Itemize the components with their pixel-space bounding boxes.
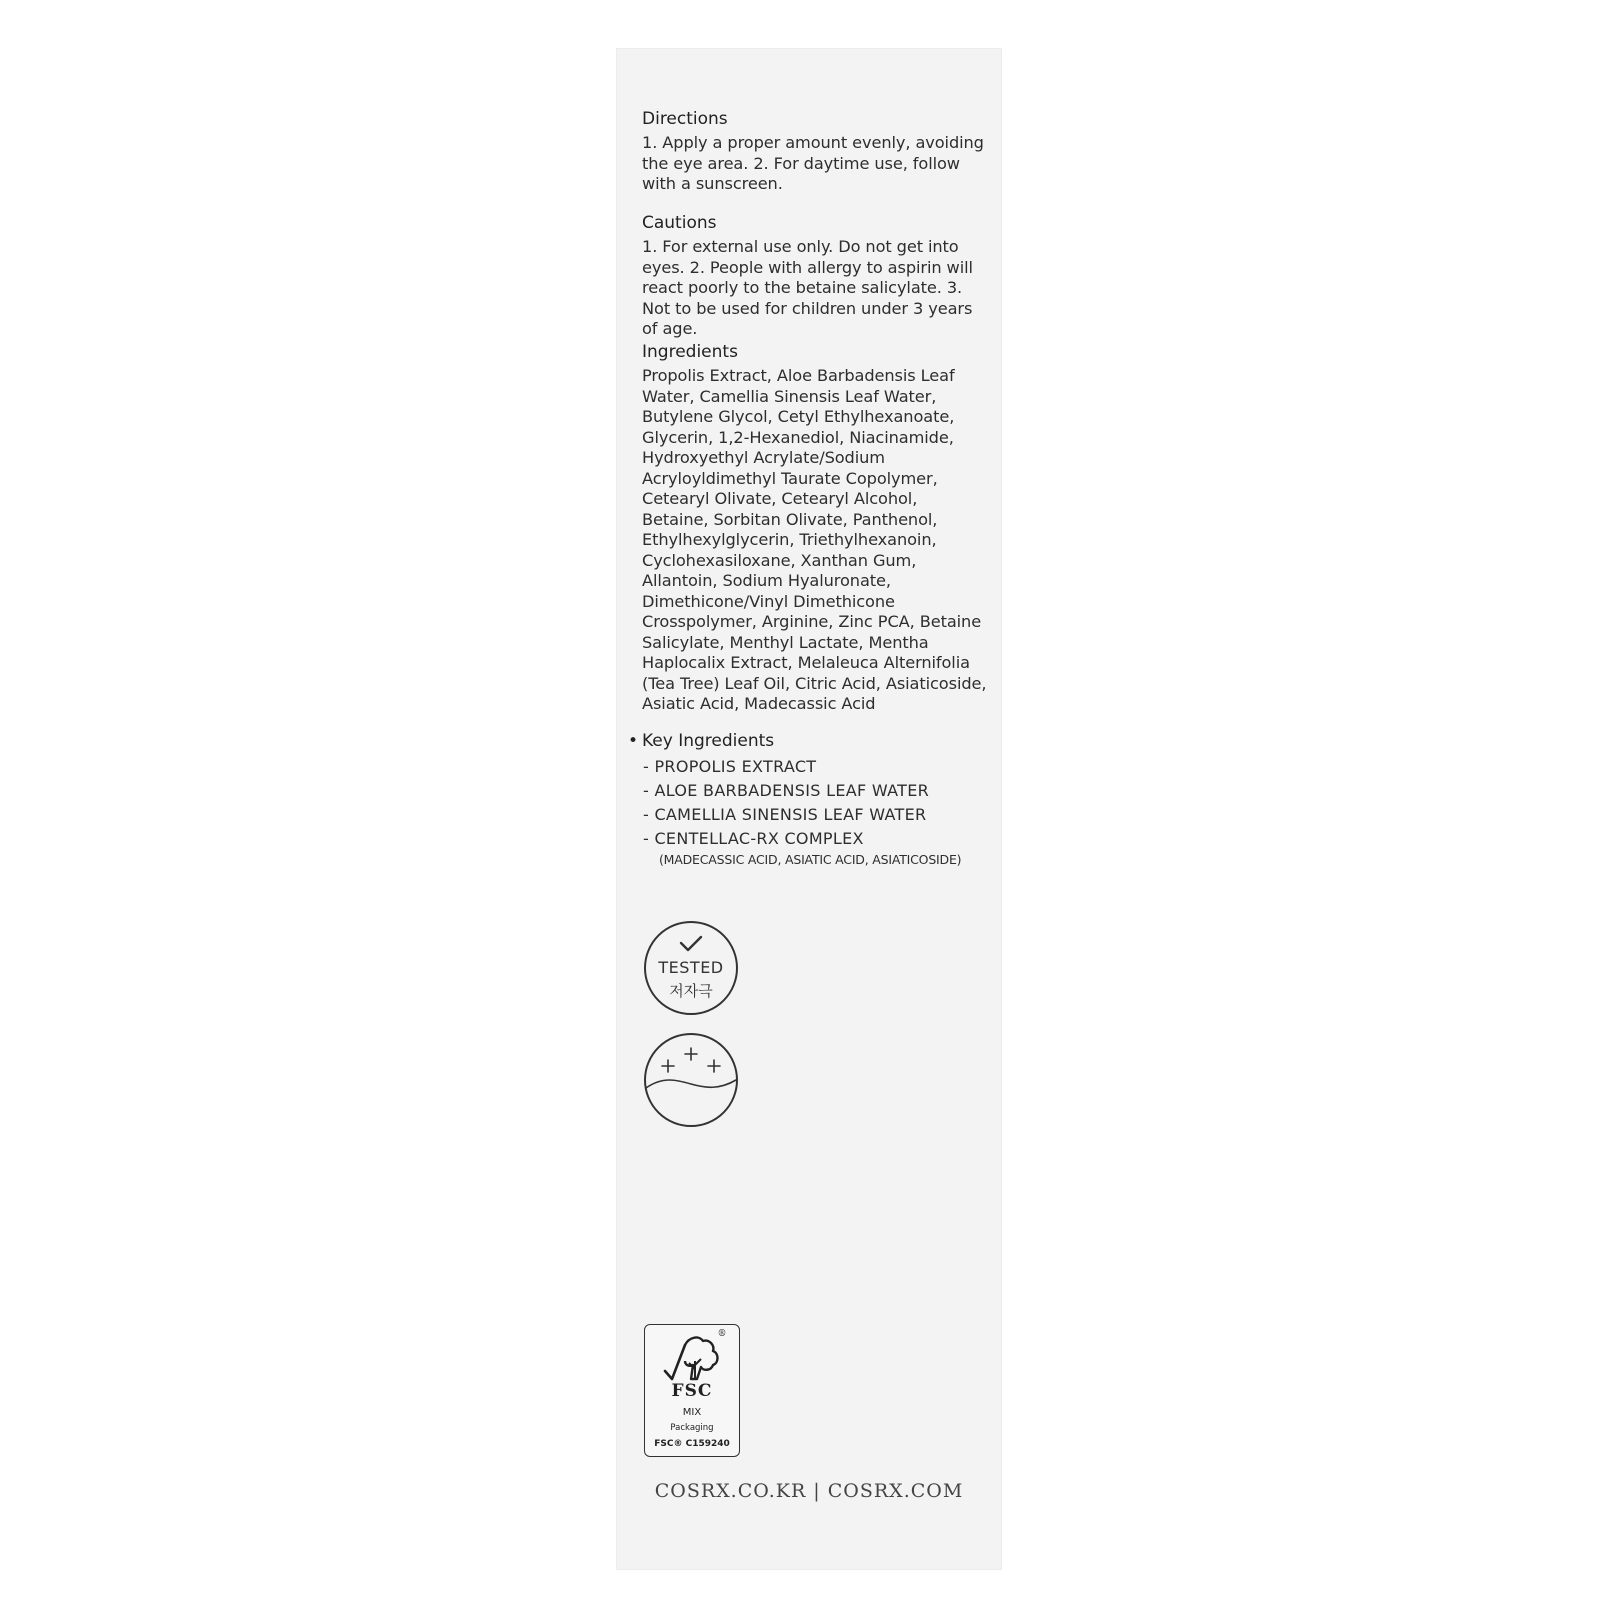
moisture-badge [643, 1032, 739, 1128]
key-ingredients-title: Key Ingredients [642, 731, 775, 751]
fsc-certification-label [644, 1324, 740, 1457]
directions-text: 1. Apply a proper amount evenly, avoiding the eye area. 2. For daytime use, follow with a sunscreen. [642, 133, 984, 193]
ingredients-heading: Ingredients [642, 342, 738, 362]
brand-website-footer: COSRX.CO.KR | COSRX.COM [654, 1480, 964, 1502]
checkmark-icon [681, 937, 701, 950]
tested-badge [643, 920, 739, 1016]
key-ingredients-heading [628, 730, 973, 752]
ingredients-section [642, 341, 987, 715]
directions-section [642, 108, 987, 195]
bullet-icon: • [628, 731, 639, 751]
key-ingredient-item: - CAMELLIA SINENSIS LEAF WATER [643, 805, 927, 824]
key-ingredients-section [628, 730, 973, 869]
fsc-packaging-label: Packaging [670, 1423, 714, 1433]
tested-label: TESTED [658, 958, 724, 977]
key-ingredient-item: - ALOE BARBADENSIS LEAF WATER [643, 781, 930, 800]
key-ingredient-item: - CENTELLAC-RX COMPLEX [643, 829, 864, 848]
key-ingredient-note: (MADECASSIC ACID, ASIATIC ACID, ASIATICOSIDE) [659, 852, 962, 867]
fsc-license-code: FSC® C159240 [654, 1439, 730, 1449]
fsc-mix-label: MIX [682, 1407, 702, 1418]
tested-korean-label: 저자극 [669, 982, 713, 1000]
directions-heading: Directions [642, 109, 728, 129]
cautions-heading: Cautions [642, 213, 717, 233]
fsc-registered-mark: ® [717, 1329, 727, 1339]
cautions-section [642, 212, 987, 340]
sparkle-wave-icon [646, 1048, 736, 1088]
fsc-logo-text: FSC [671, 1381, 713, 1401]
key-ingredient-item: - PROPOLIS EXTRACT [643, 757, 817, 776]
cautions-text: 1. For external use only. Do not get into eyes. 2. People with allergy to aspirin will react poorly to the betaine salicylate. 3. Not to be used for children under 3 years of age. [642, 237, 973, 338]
ingredients-text: Propolis Extract, Aloe Barbadensis Leaf Water, Camellia Sinensis Leaf Water, Butylene Glycol, Cetyl Ethylhexanoate, Glycerin, 1,2-Hexanediol, Niacinamide, Hydroxyethyl Acrylate/Sodium Acryloyldimethyl Taurate Copolymer, Cetearyl Olivate, Cetearyl Alcohol, Betaine, Sorbitan Olivate, Panthenol, Ethylhexylglycerin, Triethylhexanoin, Cyclohexasiloxane, Xanthan Gum, Allantoin, Sodium Hyaluronate, Dimethicone/Vinyl Dimethicone Crosspolymer, Arginine, Zinc PCA, Betaine Salicylate, Menthyl Lactate, Mentha Haplocalix Extract, Melaleuca Alternifolia (Tea Tree) Leaf Oil, Citric Acid, Asiaticoside, Asiatic Acid, Madecassic Acid [642, 366, 987, 713]
